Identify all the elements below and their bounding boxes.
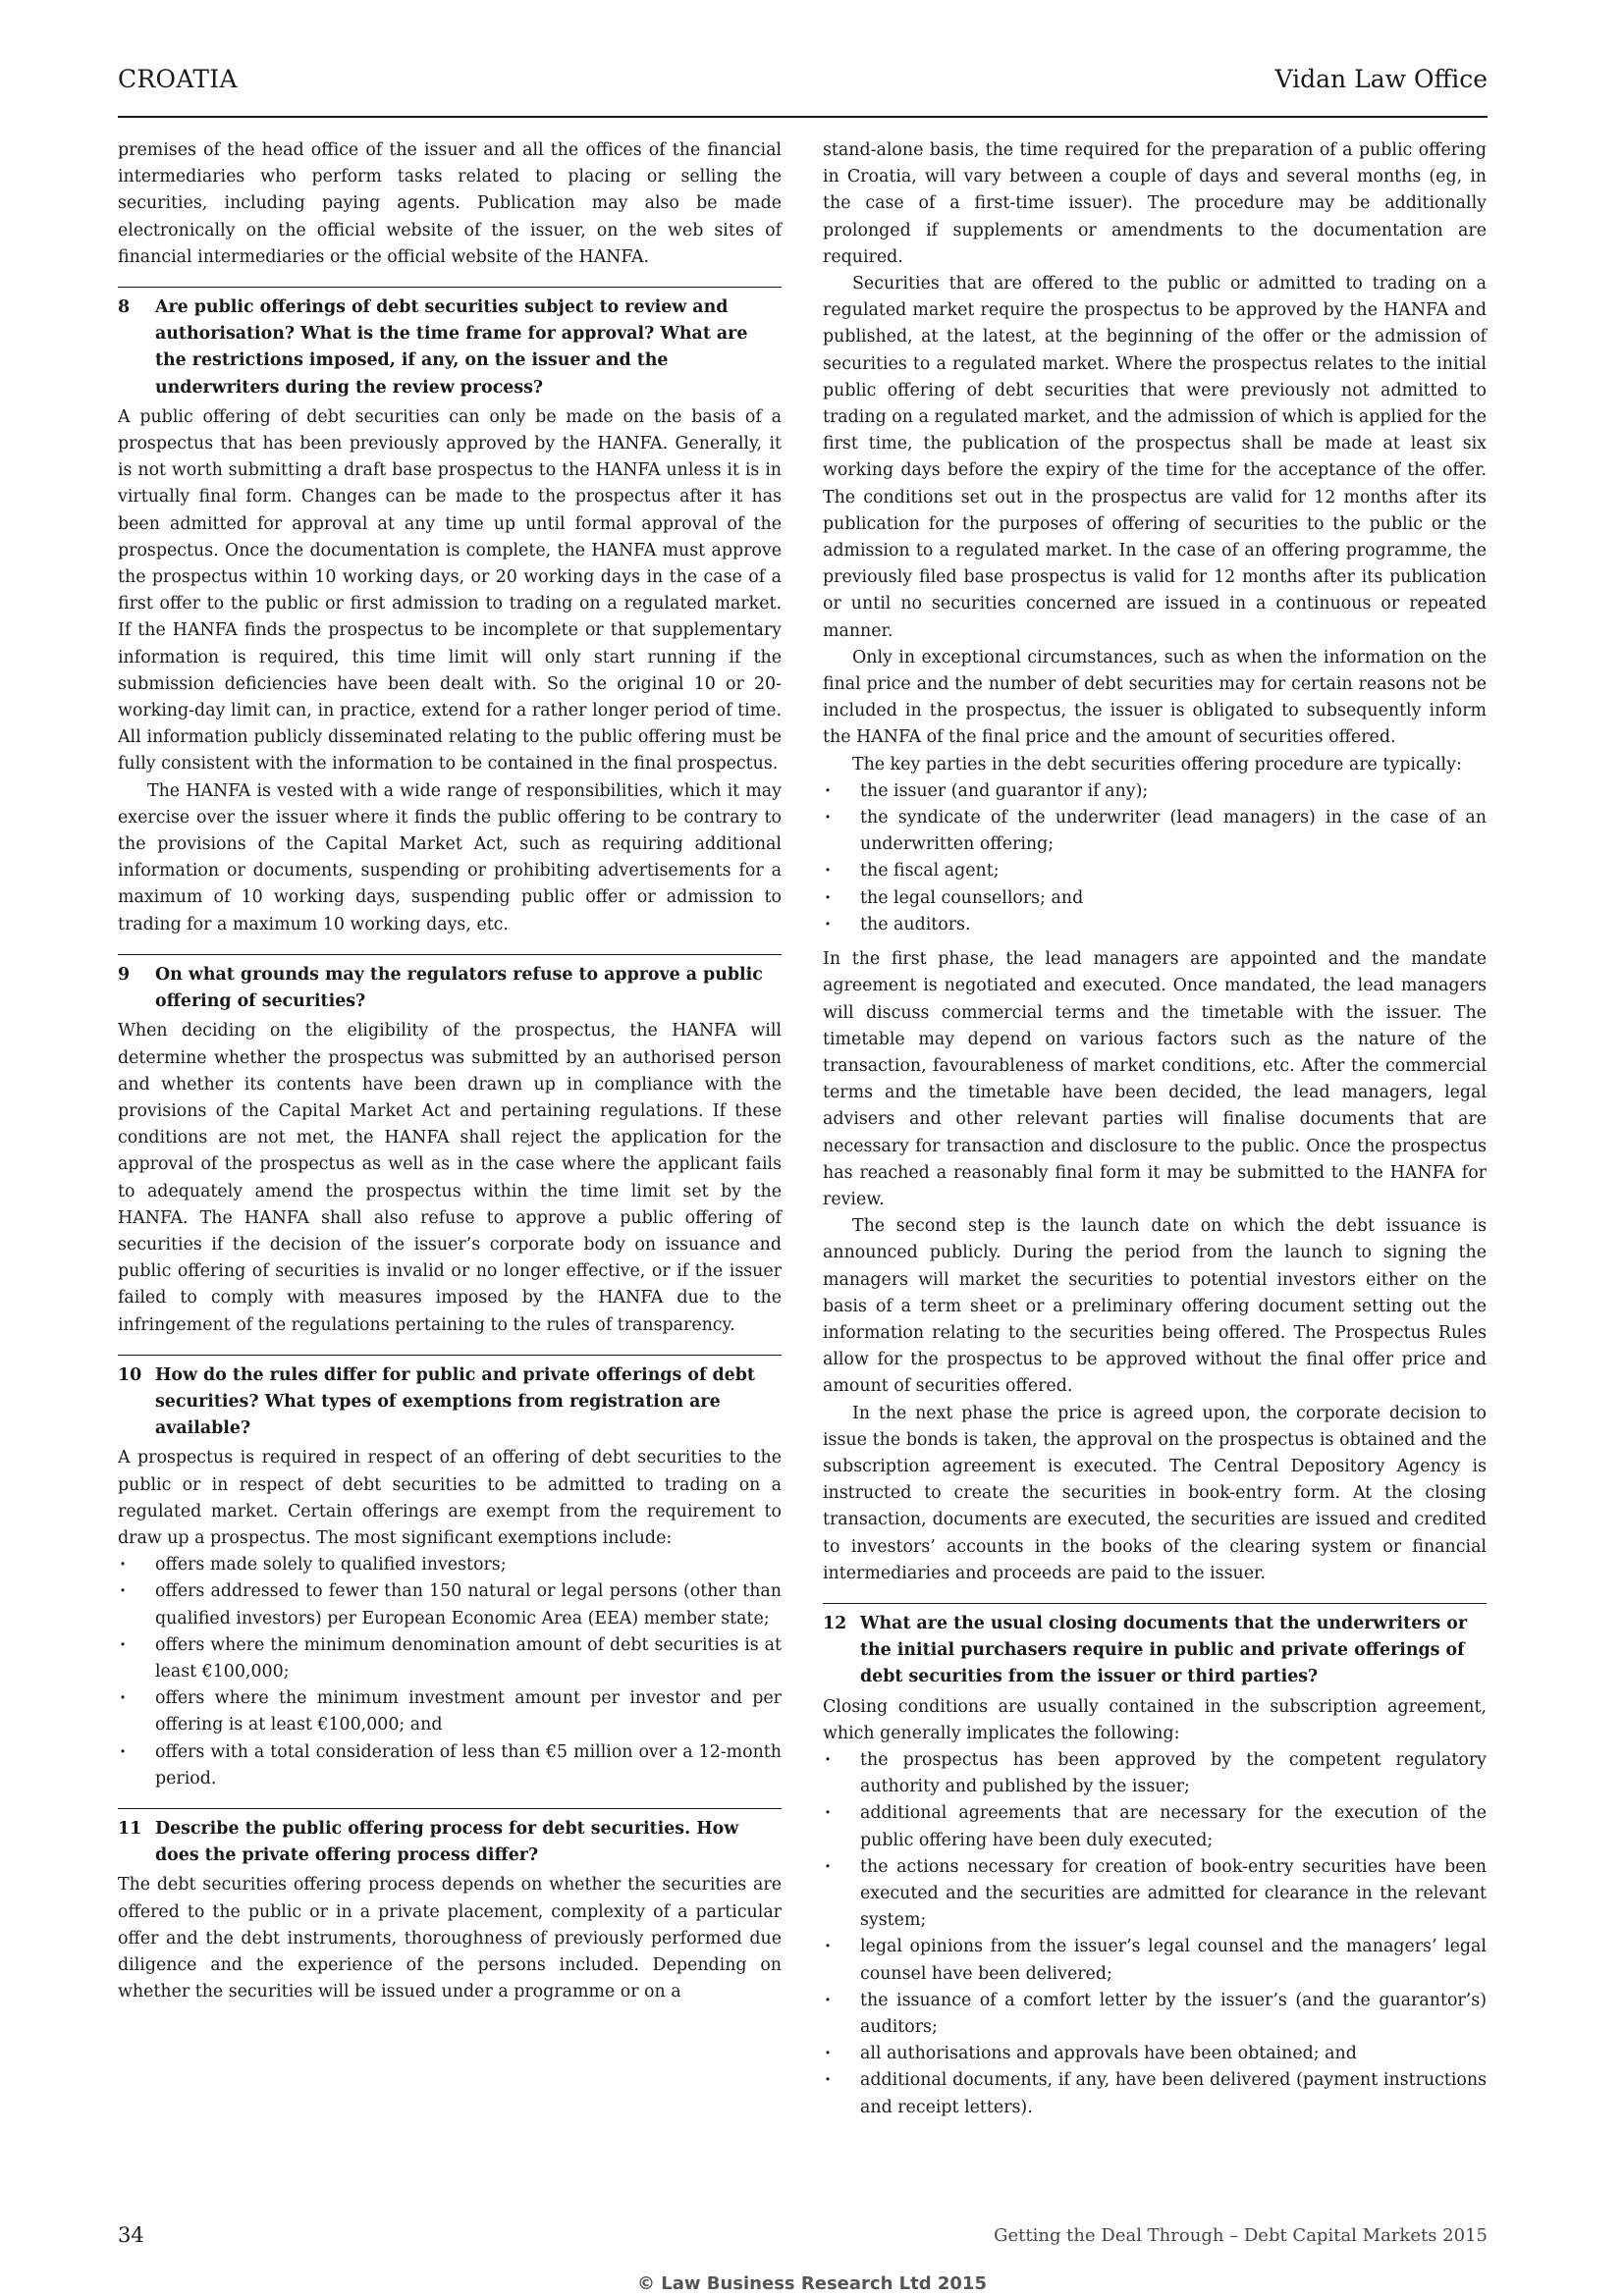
question-11-heading xyxy=(118,1808,782,1869)
closing-conditions-list xyxy=(823,1747,1487,2121)
right-column xyxy=(823,137,1487,2121)
q11-paragraph-6: The second step is the launch date on which the debt issuance is announced publicly. During the period from the launch to signing the managers will market the securities to potential investors either on the basis of a term sheet or a preliminary offering document setting out the information relating to the securities being offered. The Prospectus Rules allow for the prospectus to be approved without the final offer price and amount of securities offered. xyxy=(823,1216,1487,1397)
list-item: · legal opinions from the issuer’s legal counsel and the managers’ legal counsel have been delivered; xyxy=(823,1934,1487,1987)
list-item: · offers addressed to fewer than 150 natural or legal persons (other than qualified investors) per European Economic Area (EEA) member state; xyxy=(118,1578,782,1631)
q11-paragraph-1: The debt securities offering process depends on whether the securities are offered to the public or in a private placement, complexity of a particular offer and the debt instruments, thoroughness of previously performed due diligence and the experience of the persons included. Depending on whether the securities will be issued under a programme or on a xyxy=(118,1875,782,2002)
list-item: · offers with a total consideration of less than €5 million over a 12-month period. xyxy=(118,1739,782,1792)
question-9-heading xyxy=(118,954,782,1015)
key-parties-list xyxy=(823,778,1487,938)
copyright-notice: © Law Business Research Ltd 2015 xyxy=(636,2273,987,2294)
list-item: · the fiscal agent; xyxy=(823,858,1487,884)
list-item: · the legal counsellors; and xyxy=(823,885,1487,912)
question-title: On what grounds may the regulators refuse to approve a public offering of securities? xyxy=(155,964,763,1012)
q11-paragraph-2: Securities that are offered to the public or admitted to trading on a regulated market require the prospectus to be approved by the HANFA and published, at the latest, at the beginning of the offer or the admission of securities to a regulated market. Where the prospectus relates to the initial public offering of debt securities that were previously not admitted to trading on a regulated market, and the admission of which is applied for the first time, the publication of the prospectus shall be made at least six working days before the expiry of the time for the acceptance of the offer. The conditions set out in the prospectus are valid for 12 months after its publication for the purposes of offering of securities to the public or the admission to a regulated market. In the case of an offering programme, the previously filed base prospectus is valid for 12 months after its publication or until no securities concerned are issued in a continuous or repeated manner. xyxy=(823,274,1487,641)
list-item: · the prospectus has been approved by the competent regulatory authority and published by the issuer; xyxy=(823,1747,1487,1800)
list-item: · offers where the minimum denomination amount of debt securities is at least €100,000; xyxy=(118,1632,782,1685)
list-item: · the issuance of a comfort letter by the issuer’s (and the guarantor’s) auditors; xyxy=(823,1988,1487,2041)
list-item: · offers where the minimum investment amount per investor and per offering is at least €100,000; and xyxy=(118,1685,782,1738)
q12-paragraph-1: Closing conditions are usually contained in the subscription agreement, which generally implicates the following: xyxy=(823,1696,1487,1743)
q11-paragraph-5: In the first phase, the lead managers are appointed and the mandate agreement is negotiated and executed. Once mandated, the lead managers will discuss commercial terms and the timetable with the issuer. The timetable may depend on various factors such as the nature of the transaction, favourableness of market conditions, etc. After the commercial terms and the timetable have been decided, the lead managers, legal advisers and other relevant parties will finalise documents that are necessary for transaction and disclosure to the public. Once the prospectus has reached a reasonably final form it may be submitted to the HANFA for review. xyxy=(823,949,1487,1209)
question-title: How do the rules differ for public and private offerings of debt securities? What types of exemptions from registration are available? xyxy=(155,1364,755,1439)
question-number: 10 xyxy=(118,1364,142,1385)
paragraph-continued: premises of the head office of the issuer and all the offices of the financial intermediaries who perform tasks related to placing or selling the securities, including paying agents. Publication may also be made electronically on the official website of the issuer, on the web sites of financial intermediaries or the official website of the HANFA. xyxy=(118,140,782,267)
list-item: · the actions necessary for creation of book-entry securities have been executed and the securities are admitted for clearance in the relevant system; xyxy=(823,1854,1487,1935)
list-item: · offers made solely to qualified investors; xyxy=(118,1552,782,1578)
header-country: CROATIA xyxy=(118,65,238,93)
list-item: · the auditors. xyxy=(823,912,1487,938)
q11-paragraph-4: The key parties in the debt securities offering procedure are typically: xyxy=(852,754,1462,774)
question-title: Describe the public offering process for debt securities. How does the private offering process differ? xyxy=(155,1818,739,1866)
q8-paragraph-2: The HANFA is vested with a wide range of responsibilities, which it may exercise over the issuer where it finds the public offering to be contrary to the provisions of the Capital Market Act, such as requiring additional information or documents, suspending or prohibiting advertisements for a maximum of 10 working days, suspending public offer or admission to trading for a maximum 10 working days, etc. xyxy=(118,780,782,934)
question-number: 8 xyxy=(118,297,131,318)
q10-paragraph-1: A prospectus is required in respect of an offering of debt securities to the public or in respect of debt securities to be admitted to trading on a regulated market. Certain offerings are exempt from the requirement to draw up a prospectus. The most significant exemptions include: xyxy=(118,1448,782,1548)
list-item: · additional agreements that are necessary for the execution of the public offering have been duly executed; xyxy=(823,1800,1487,1853)
left-column xyxy=(118,137,782,2005)
list-item: · the syndicate of the underwriter (lead managers) in the case of an underwritten offering; xyxy=(823,805,1487,858)
question-10-heading xyxy=(118,1355,782,1443)
publication-title: Getting the Deal Through – Debt Capital Markets 2015 xyxy=(994,2225,1488,2246)
question-number: 9 xyxy=(118,964,131,985)
list-item: · additional documents, if any, have been delivered (payment instructions and receipt letters). xyxy=(823,2067,1487,2120)
question-number: 12 xyxy=(823,1613,847,1633)
exemptions-list xyxy=(118,1552,782,1792)
list-item: · the issuer (and guarantor if any); xyxy=(823,778,1487,805)
list-item: · all authorisations and approvals have been obtained; and xyxy=(823,2041,1487,2067)
q11-paragraph-continued: stand-alone basis, the time required for the preparation of a public offering in Croatia, will vary between a couple of days and several months (eg, in the case of a first-time issuer). The procedure may be additionally prolonged if supplements or amendments to the documentation are required. xyxy=(823,140,1487,267)
q9-paragraph-1: When deciding on the eligibility of the prospectus, the HANFA will determine whether the prospectus was submitted by an authorised person and whether its contents have been drawn up in compliance with the provisions of the Capital Market Act and pertaining regulations. If these conditions are not met, the HANFA shall reject the application for the approval of the prospectus as well as in the case where the applicant fails to adequately amend the prospectus within the time limit set by the HANFA. The HANFA shall also refuse to approve a public offering of securities if the decision of the issuer’s corporate body on issuance and public offering of securities is invalid or no longer effective, or if the issuer failed to comply with measures imposed by the HANFA due to the infringement of the regulations pertaining to the rules of transparency. xyxy=(118,1021,782,1335)
q8-paragraph-1: A public offering of debt securities can only be made on the basis of a prospectus that has been previously approved by the HANFA. Generally, it is not worth submitting a draft base prospectus to the HANFA unless it is in virtually final form. Changes can be made to the prospectus after it has been admitted for approval at any time up until formal approval of the prospectus. Once the documentation is complete, the HANFA must approve the prospectus within 10 working days, or 20 working days in the case of a first offer to the public or first admission to trading on a regulated market. If the HANFA finds the prospectus to be incomplete or that supplementary information is required, this time limit will only start running if the submission deficiencies have been dealt with. So the original 10 or 20-working-day limit can, in practice, extend for a rather longer period of time. All information publicly disseminated relating to the public offering must be fully consistent with the information to be contained in the final prospectus. xyxy=(118,406,782,774)
page-number: 34 xyxy=(118,2223,144,2247)
question-title: What are the usual closing documents that the underwriters or the initial purchasers require in public and private offerings of debt securities from the issuer or third parties? xyxy=(860,1613,1468,1687)
question-title: Are public offerings of debt securities subject to review and authorisation? What is the time frame for approval? What are the restrictions imposed, if any, on the issuer and the underwriters during the review process? xyxy=(155,297,748,398)
header-rule xyxy=(118,116,1488,118)
header-firm: Vidan Law Office xyxy=(1274,65,1488,93)
q11-paragraph-7: In the next phase the price is agreed upon, the corporate decision to issue the bonds is taken, the approval on the prospectus is obtained and the subscription agreement is executed. The Central Depository Agency is instructed to create the securities in book-entry form. At the closing transaction, documents are executed, the securities are issued and credited to investors’ accounts in the books of the clearing system or financial intermediaries and proceeds are paid to the issuer. xyxy=(823,1403,1487,1583)
q11-paragraph-3: Only in exceptional circumstances, such as when the information on the final price and the number of debt securities may for certain reasons not be included in the prospectus, the issuer is obligated to subsequently inform the HANFA of the final price and the amount of securities offered. xyxy=(823,647,1487,748)
question-number: 11 xyxy=(118,1818,142,1839)
question-12-heading xyxy=(823,1603,1487,1691)
question-8-heading xyxy=(118,287,782,401)
